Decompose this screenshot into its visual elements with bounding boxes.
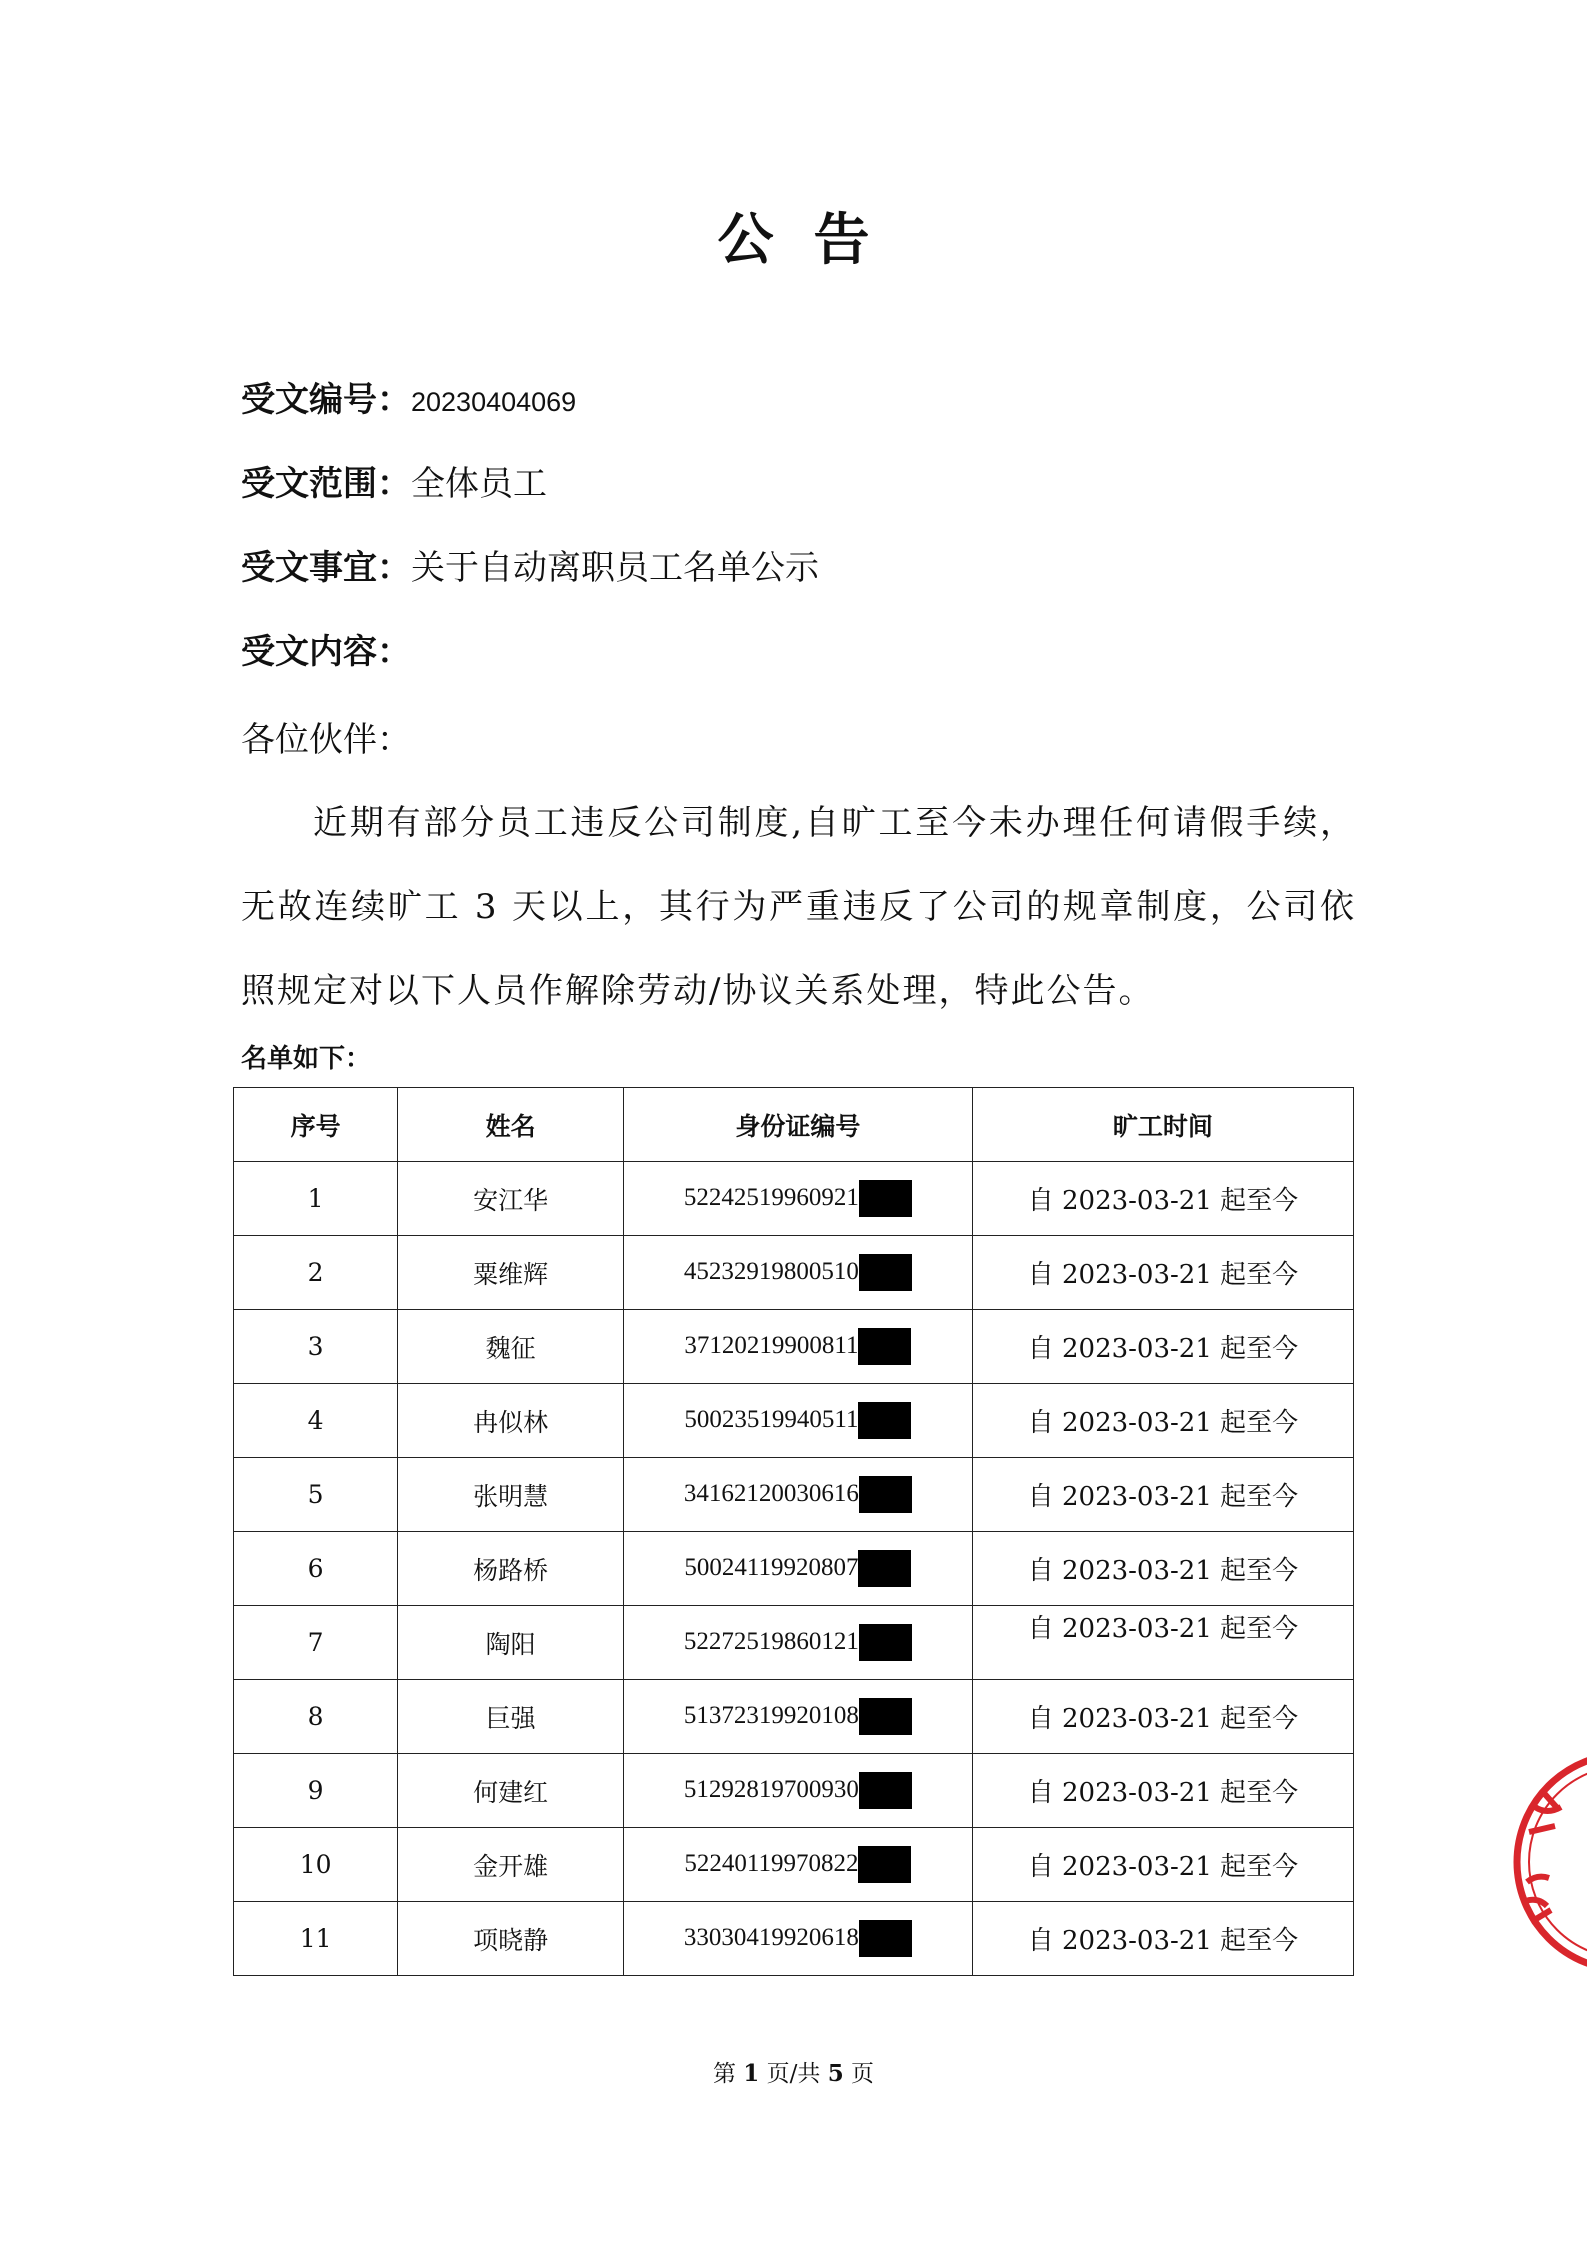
greeting: 各位伙伴： bbox=[241, 720, 411, 760]
roster-table bbox=[233, 1087, 1354, 1976]
row-id-cell bbox=[623, 1902, 972, 1976]
row-id-cell bbox=[623, 1606, 972, 1680]
row-period-cell bbox=[972, 1532, 1353, 1606]
row-id-cell bbox=[623, 1236, 972, 1310]
row-number: 6 bbox=[234, 1532, 398, 1606]
header-id: 身份证编号 bbox=[623, 1088, 972, 1162]
row-period: 自 2023-03-21 起至今 bbox=[1027, 1482, 1299, 1512]
table-row bbox=[234, 1532, 1354, 1606]
field-number-value: 20230404069 bbox=[411, 387, 577, 417]
redaction-block bbox=[859, 1180, 912, 1217]
field-number-label: 受文编号： bbox=[241, 380, 411, 420]
row-id-cell bbox=[623, 1162, 972, 1236]
footer-suffix: 页 bbox=[851, 2061, 875, 2087]
row-period-cell bbox=[972, 1902, 1353, 1976]
redaction-block bbox=[858, 1328, 911, 1365]
row-id-cell bbox=[623, 1828, 972, 1902]
field-scope-label: 受文范围： bbox=[241, 464, 411, 504]
row-period: 自 2023-03-21 起至今 bbox=[1027, 1614, 1299, 1644]
row-id-number: 45232919800510 bbox=[683, 1258, 859, 1285]
row-period: 自 2023-03-21 起至今 bbox=[1027, 1926, 1299, 1956]
table-row bbox=[234, 1384, 1354, 1458]
field-number bbox=[241, 372, 576, 421]
row-period: 自 2023-03-21 起至今 bbox=[1027, 1408, 1299, 1438]
row-id-number: 50024119920807 bbox=[684, 1554, 859, 1581]
company-seal-stamp bbox=[1505, 1712, 1587, 2012]
table-header-row bbox=[234, 1088, 1354, 1162]
row-name: 张明慧 bbox=[398, 1458, 624, 1532]
redaction-block bbox=[859, 1254, 912, 1291]
row-name: 何建红 bbox=[398, 1754, 624, 1828]
row-name: 魏征 bbox=[398, 1310, 624, 1384]
field-matter-label: 受文事宜： bbox=[241, 548, 411, 588]
row-id-number: 51372319920108 bbox=[683, 1702, 859, 1729]
table-row bbox=[234, 1162, 1354, 1236]
roster-body bbox=[234, 1162, 1354, 1976]
row-id-number: 52272519860121 bbox=[683, 1628, 859, 1655]
row-period-cell bbox=[972, 1162, 1353, 1236]
table-row bbox=[234, 1754, 1354, 1828]
notice-paragraph: 近期有部分员工违反公司制度,自旷工至今未办理任何请假手续，无故连续旷工 3 天以上，其行为严重违反了公司的规章制度，公司依照规定对以下人员作解除劳动/协议关系处理，特此公告。 bbox=[241, 803, 1356, 1011]
row-id-cell bbox=[623, 1754, 972, 1828]
row-period-cell bbox=[972, 1680, 1353, 1754]
redaction-block bbox=[859, 1624, 912, 1661]
row-number: 1 bbox=[234, 1162, 398, 1236]
redaction-block bbox=[858, 1550, 911, 1587]
row-name: 项晓静 bbox=[398, 1902, 624, 1976]
row-period-cell bbox=[972, 1828, 1353, 1902]
table-row bbox=[234, 1828, 1354, 1902]
table-row bbox=[234, 1310, 1354, 1384]
header-no: 序号 bbox=[234, 1088, 398, 1162]
row-period-cell bbox=[972, 1310, 1353, 1384]
row-id-cell bbox=[623, 1680, 972, 1754]
field-scope-value: 全体员工 bbox=[411, 464, 547, 504]
row-number: 3 bbox=[234, 1310, 398, 1384]
row-number: 7 bbox=[234, 1606, 398, 1680]
field-matter bbox=[241, 540, 819, 589]
row-id-cell bbox=[623, 1384, 972, 1458]
row-name: 杨路桥 bbox=[398, 1532, 624, 1606]
row-period-cell bbox=[972, 1754, 1353, 1828]
row-id-number: 52240119970822 bbox=[684, 1850, 859, 1877]
row-name: 安江华 bbox=[398, 1162, 624, 1236]
row-id-number: 52242519960921 bbox=[683, 1184, 859, 1211]
row-period: 自 2023-03-21 起至今 bbox=[1027, 1778, 1299, 1808]
footer-page-number: 1 bbox=[743, 2060, 760, 2087]
footer-middle: 页/共 bbox=[766, 2061, 821, 2087]
redaction-block bbox=[858, 1402, 911, 1439]
row-number: 11 bbox=[234, 1902, 398, 1976]
row-name: 冉似林 bbox=[398, 1384, 624, 1458]
row-id-number: 33030419920618 bbox=[683, 1924, 859, 1951]
row-number: 10 bbox=[234, 1828, 398, 1902]
list-title: 名单如下： bbox=[241, 1044, 372, 1074]
row-period: 自 2023-03-21 起至今 bbox=[1027, 1186, 1299, 1216]
row-id-cell bbox=[623, 1458, 972, 1532]
field-content bbox=[241, 624, 411, 673]
row-period-cell bbox=[972, 1384, 1353, 1458]
row-name: 金开雄 bbox=[398, 1828, 624, 1902]
row-period-cell bbox=[972, 1458, 1353, 1532]
row-period-cell bbox=[972, 1236, 1353, 1310]
row-number: 2 bbox=[234, 1236, 398, 1310]
page-footer bbox=[0, 2055, 1587, 2088]
row-number: 5 bbox=[234, 1458, 398, 1532]
row-period: 自 2023-03-21 起至今 bbox=[1027, 1334, 1299, 1364]
field-scope bbox=[241, 456, 547, 505]
row-id-number: 34162120030616 bbox=[683, 1480, 859, 1507]
row-number: 9 bbox=[234, 1754, 398, 1828]
table-row bbox=[234, 1458, 1354, 1532]
row-id-number: 51292819700930 bbox=[683, 1776, 859, 1803]
redaction-block bbox=[859, 1698, 912, 1735]
redaction-block bbox=[859, 1476, 912, 1513]
table-row bbox=[234, 1606, 1354, 1680]
table-row bbox=[234, 1680, 1354, 1754]
row-period: 自 2023-03-21 起至今 bbox=[1027, 1704, 1299, 1734]
table-row bbox=[234, 1902, 1354, 1976]
row-id-number: 37120219900811 bbox=[684, 1332, 859, 1359]
row-name: 陶阳 bbox=[398, 1606, 624, 1680]
field-matter-value: 关于自动离职员工名单公示 bbox=[411, 548, 819, 588]
row-id-cell bbox=[623, 1310, 972, 1384]
redaction-block bbox=[859, 1772, 912, 1809]
footer-total-pages: 5 bbox=[827, 2060, 844, 2087]
row-period: 自 2023-03-21 起至今 bbox=[1027, 1260, 1299, 1290]
field-content-label: 受文内容： bbox=[241, 632, 411, 672]
header-name: 姓名 bbox=[398, 1088, 624, 1162]
page-title: 公告 bbox=[717, 207, 910, 273]
footer-prefix: 第 bbox=[712, 2061, 736, 2087]
redaction-block bbox=[859, 1920, 912, 1957]
row-id-cell bbox=[623, 1532, 972, 1606]
row-id-number: 50023519940511 bbox=[684, 1406, 859, 1433]
header-period: 旷工时间 bbox=[972, 1088, 1353, 1162]
row-period: 自 2023-03-21 起至今 bbox=[1027, 1852, 1299, 1882]
row-number: 4 bbox=[234, 1384, 398, 1458]
row-period-cell bbox=[972, 1606, 1353, 1680]
row-name: 巨强 bbox=[398, 1680, 624, 1754]
row-period: 自 2023-03-21 起至今 bbox=[1027, 1556, 1299, 1586]
redaction-block bbox=[858, 1846, 911, 1883]
table-row bbox=[234, 1236, 1354, 1310]
row-number: 8 bbox=[234, 1680, 398, 1754]
row-name: 粟维辉 bbox=[398, 1236, 624, 1310]
